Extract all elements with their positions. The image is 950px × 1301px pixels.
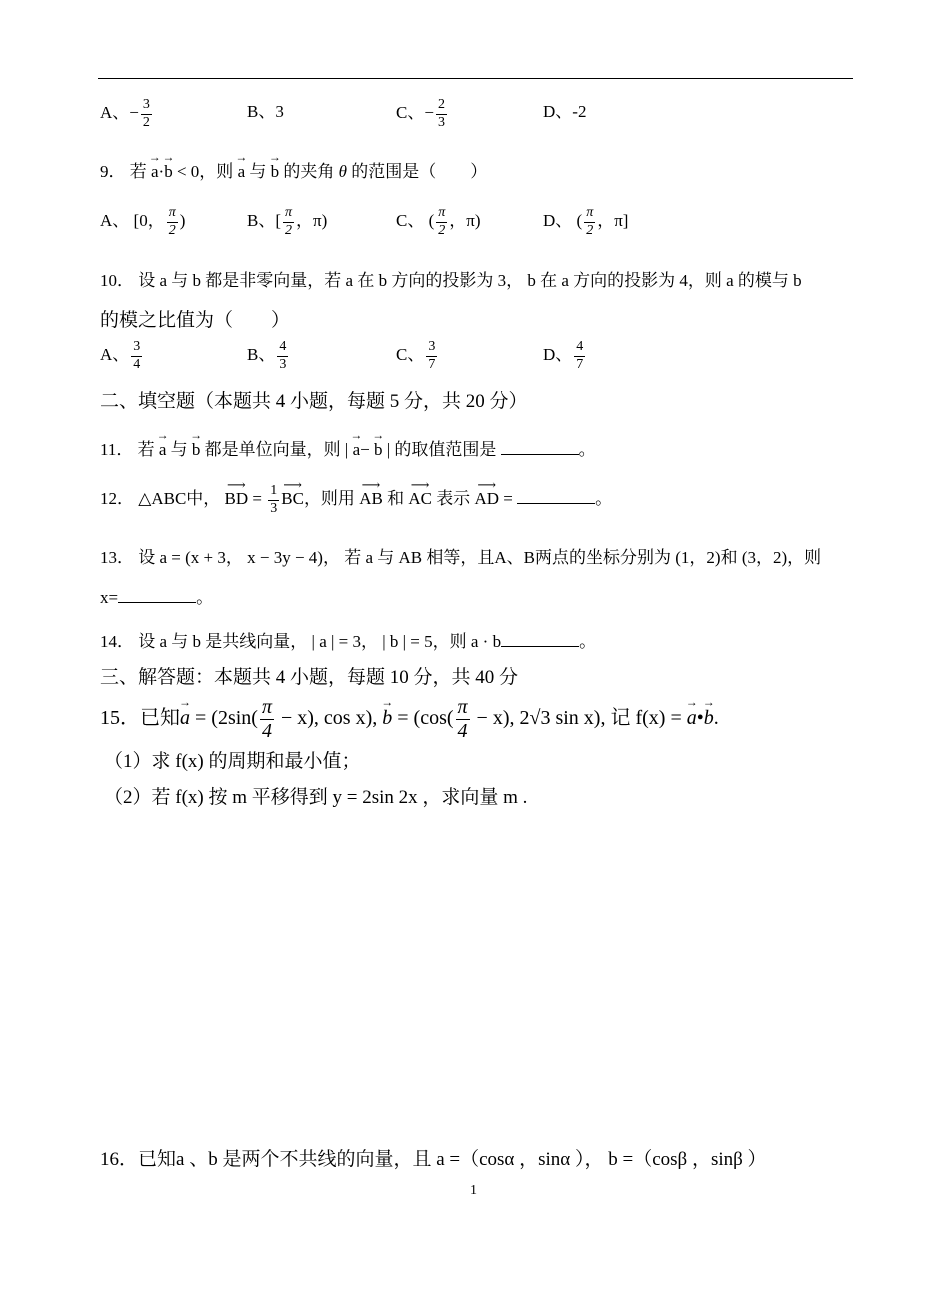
q16-stem: 16．已知a 、b 是两个不共线的向量，且 a =（cosα ，sinα ）， b =（cosβ ，sinβ ） [100,1149,767,1170]
q11-answer-blank[interactable] [501,440,579,455]
section-3-heading: 三、解答题：本题共 4 小题，每题 10 分，共 40 分 [100,667,519,688]
q8-option-b: B、3 [247,102,284,121]
section-2-heading: 二、填空题（本题共 4 小题，每题 5 分，共 20 分） [100,391,528,412]
q9-option-a: A、 [0， $\frac{\pi}{2}$ ) [100,205,186,238]
q9-stem: 9． 若 → a·→ b < 0，则 → a 与 → b 的夹角 θ 的范围是（ ） [100,163,487,180]
q10-option-c: C、 $\frac{3}{7}$ [396,339,436,372]
q9-option-d: D、 ( $\frac{\pi}{2}$ ，π] [543,205,629,238]
q13-stem-line1: 13． 设 a = (x + 3， x − 3y − 4)， 若 a 与 AB 相等，且A、B两点的坐标分别为 (1，2)和 (3，2)，则 [100,548,822,567]
header-rule [98,78,853,79]
q12-stem: 12． △ABC中， ⟶ BD = $\frac{1}{3}$ ⟶ BC，则用 ⟶ AB 和 ⟶ AC 表示 ⟶ AD = 。 [100,484,612,516]
q9-option-c: C、 ( $\frac{\pi}{2}$ ，π) [396,205,481,238]
q8-option-c: C、− $\frac{2}{3}$ [396,97,445,130]
q8-option-d: D、-2 [543,102,587,121]
q14-stem: 14． 设 a 与 b 是共线向量， | a | = 3， | b | = 5，则 a · b 。 [100,632,597,651]
q10-option-a: A、 $\frac{3}{4}$ [100,339,141,372]
q15-part-1: （1）求 f(x) 的周期和最小值； [104,751,361,772]
q10-option-b: B、 $\frac{4}{3}$ [247,339,287,372]
q10-option-d: D、 $\frac{4}{7}$ [543,339,584,372]
q14-answer-blank[interactable] [501,632,579,647]
q8-option-a: A、− $\frac{3}{2}$ [100,97,150,130]
q10-stem-line2: 的模之比值为（ ） [100,310,291,331]
q15-part-2: （2）若 f(x) 按 m 平移得到 y = 2sin 2x ，求向量 m . [104,787,528,808]
q13-answer-blank[interactable] [118,588,196,603]
q15-stem: 15．已知→ a = (2sin( $\frac{\pi}{4}$ − x), cos x), → b = (cos( $\frac{\pi}{4}$ − x), 2√3 sin x), 记 f(x) = → a•→ b. [100,697,719,742]
q12-answer-blank[interactable] [517,489,595,504]
q9-option-b: B、[ $\frac{\pi}{2}$ ，π) [247,205,328,238]
q11-stem: 11． 若 → a 与 → b 都是单位向量，则 | → a− → b | 的取值范围是 。 [100,440,596,458]
q10-stem-line1: 10． 设 a 与 b 都是非零向量，若 a 在 b 方向的投影为 3， b 在 a 方向的投影为 4，则 a 的模与 b [100,271,802,290]
page-number: 1 [470,1183,477,1198]
q13-stem-line2: x= 。 [100,588,214,607]
